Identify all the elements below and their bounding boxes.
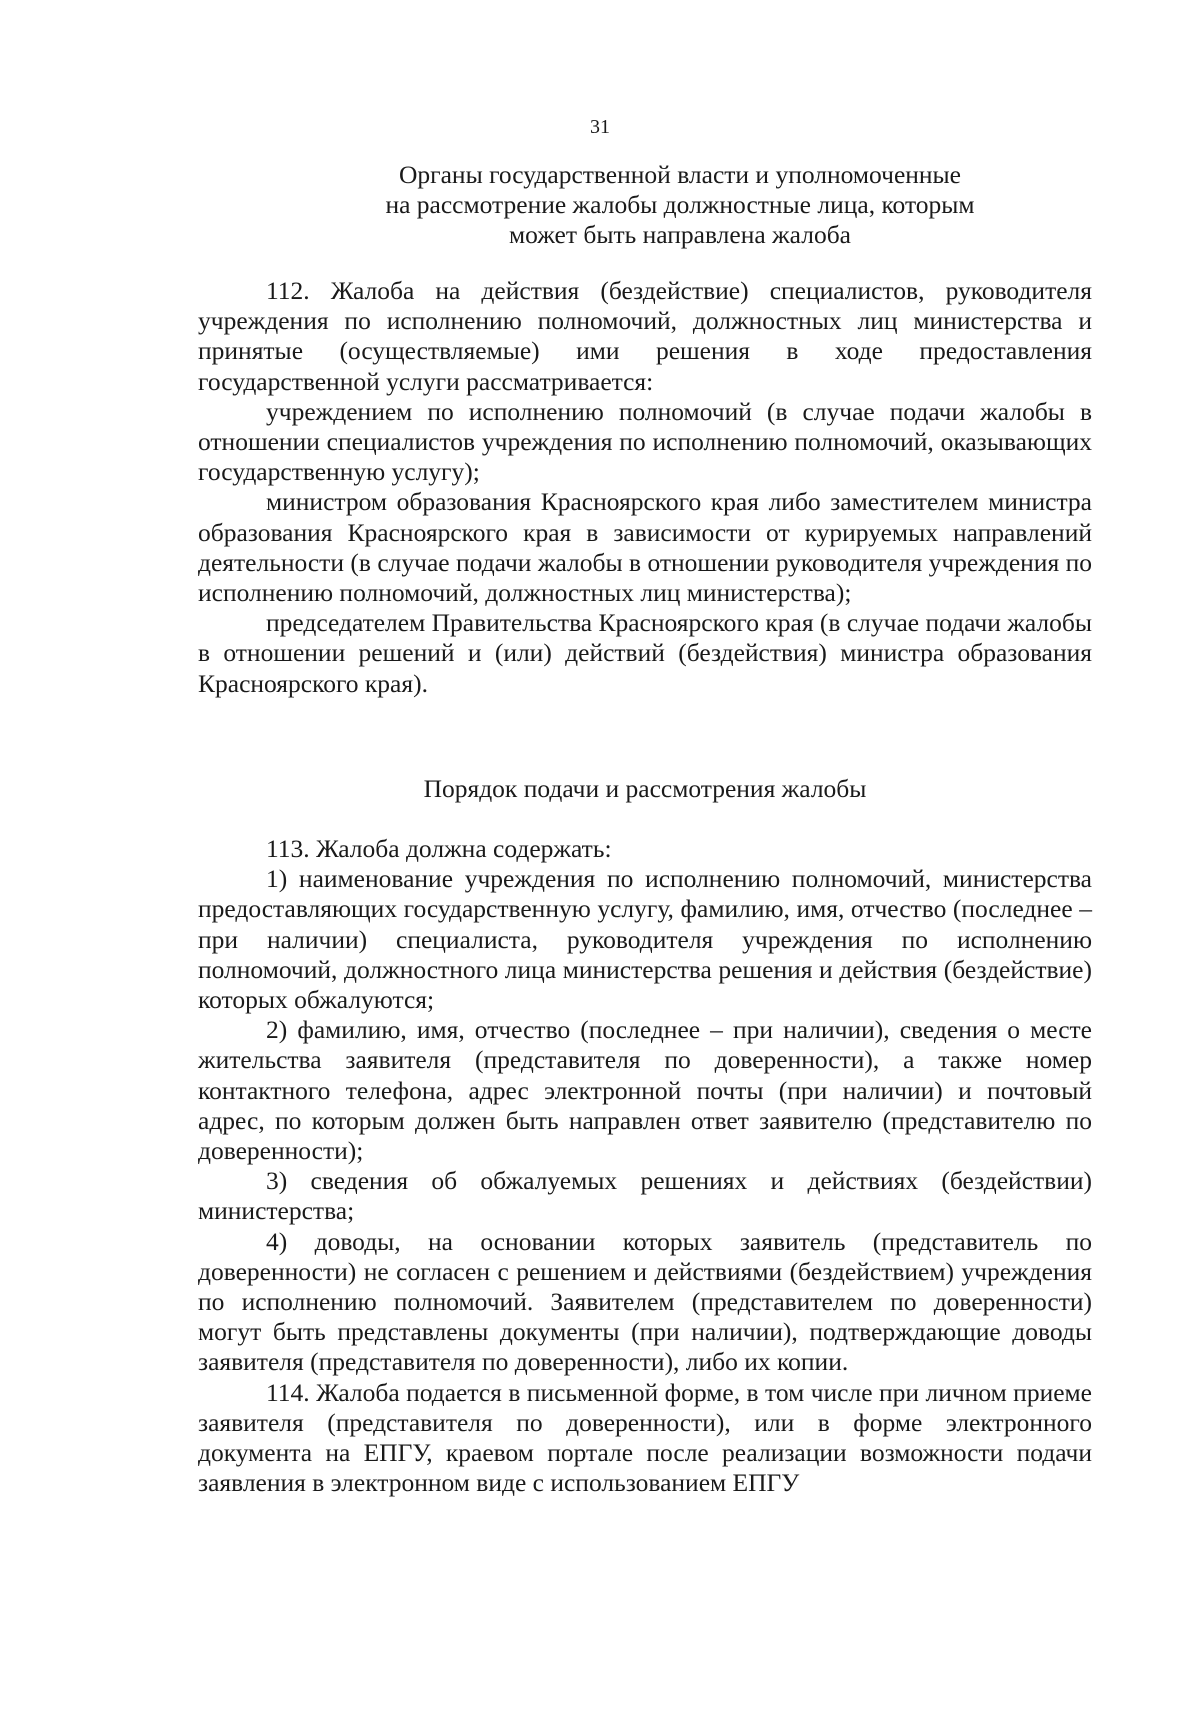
paragraph-112: 112. Жалоба на действия (бездействие) специалистов, руководителя учреждения по исполнению полномочий, должностных лиц министерства и принятые (осуществляемые) ими решения в ходе предоставления государственной услуги рассматривается:	[198, 276, 1092, 396]
page-number: 31	[590, 116, 610, 138]
heading-line: Порядок подачи и рассмотрения жалобы	[423, 774, 867, 803]
paragraph-114: 114. Жалоба подается в письменной форме, в том числе при личном приеме заявителя (представителя по доверенности), или в форме электронного документа на ЕПГУ, краевом портале после реализации возможности подачи заявления в электронном виде с использованием ЕПГУ	[198, 1377, 1092, 1498]
paragraph-113: 113. Жалоба должна содержать:	[266, 834, 612, 863]
paragraph-item: учреждением по исполнению полномочий (в случае подачи жалобы в отношении специалистов учреждения по исполнению полномочий, оказывающих государственную услугу);	[198, 396, 1092, 487]
paragraph-item: председателем Правительства Красноярского края (в случае подачи жалобы в отношении решений и (или) действий (бездействия) министра образования Красноярского края).	[198, 608, 1092, 698]
section-heading-authorities	[320, 160, 1040, 251]
paragraph-item: 4) доводы, на основании которых заявитель (представитель по доверенности) не согласен с решением и действиями (бездействием) учреждения по исполнению полномочий. Заявителем (представителем по доверенности) могут быть представлены документы (при наличии), подтверждающие доводы заявителя (представителя по доверенности), либо их копии.	[198, 1226, 1092, 1377]
heading-line: Органы государственной власти и уполномоченные	[398, 160, 962, 189]
paragraph-item: 2) фамилию, имя, отчество (последнее – при наличии), сведения о месте жительства заявителя (представителя по доверенности), а также номер контактного телефона, адрес электронной почты (при наличии) и почтовый адрес, по которым должен быть направлен ответ заявителю (представителю по доверенности);	[198, 1015, 1092, 1166]
heading-line: может быть направлена жалоба	[509, 220, 851, 250]
section-heading-procedure	[198, 774, 1092, 804]
paragraph-item: министром образования Красноярского края либо заместителем министра образования Красноярского края в зависимости от курируемых направлений деятельности (в случае подачи жалобы в отношении руководителя учреждения по исполнению полномочий, должностных лиц министерства);	[198, 487, 1092, 608]
section-body-authorities	[198, 276, 1092, 699]
paragraph-item: 1) наименование учреждения по исполнению полномочий, министерства предоставляющих государственную услугу, фамилию, имя, отчество (последнее – при наличии) специалиста, руководителя учреждения по исполнению полномочий, должностного лица министерства решения и действия (бездействие) которых обжалуются;	[198, 864, 1092, 1015]
heading-line: на рассмотрение жалобы должностные лица, которым	[385, 190, 975, 220]
section-body-procedure	[198, 834, 1092, 1498]
paragraph-item: 3) сведения об обжалуемых решениях и действиях (бездействии) министерства;	[198, 1166, 1092, 1226]
